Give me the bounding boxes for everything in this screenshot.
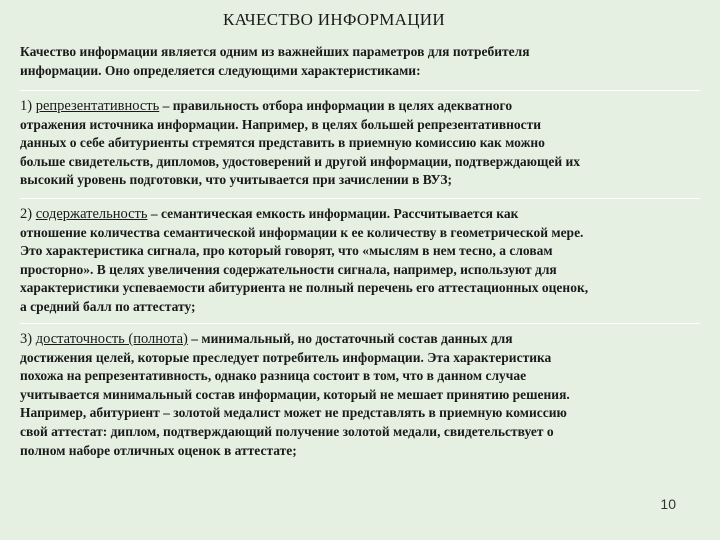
item-term: достаточность (полнота) — [35, 331, 188, 347]
item-term: репрезентативность — [35, 98, 160, 114]
characteristic-item-content — [20, 198, 700, 317]
page-number: 10 — [660, 496, 676, 512]
item-text: – минимальный, но достаточный состав данных для достижения целей, которые преследует потребитель информации. Эта характеристика похожа на репрезентативность, однако разница состоит в том, что в данном случае учитывается минимальный состав информации, который не мешает принятию решения. Например, абитуриент – золотой медалист может не представлять в приемную комиссию свой аттестат: диплом, подтверждающий получение золотой медали, свидетельствует о полном наборе отличных оценок в аттестате; — [20, 331, 570, 458]
intro-paragraph: Качество информации является одним из важнейших параметров для потребителя информации. Оно определяется следующими характеристиками: — [20, 44, 530, 78]
characteristic-item-sufficiency — [20, 323, 700, 460]
item-text: – правильность отбора информации в целях адекватного отражения источника информации. Например, в целях большей репрезентативности данных о себе абитуриенты стремятся представить в приемную комиссию как можно больше свидетельств, дипломов, удостоверений и другой информации, подтверждающей их высокий уровень подготовки, что учитывается при зачислении в ВУЗ; — [20, 98, 581, 188]
item-number: 1) — [20, 98, 36, 114]
item-term: содержательность — [35, 206, 148, 222]
slide-title: КАЧЕСТВО ИНФОРМАЦИИ — [223, 10, 445, 29]
characteristic-item-representativeness — [20, 90, 700, 190]
item-text: – семантическая емкость информации. Рассчитывается как отношение количества семантической информации к ее количеству в геометрической мере. Это характеристика сигнала, про который говорят, что «мыслям в нем тесно, а словам просторно». В целях увеличения содержательности сигнала, например, используют для характеристики успеваемости абитуриента не полный перечень его аттестационных оценок, а средний балл по аттестату; — [20, 206, 589, 314]
item-number: 2) — [20, 206, 36, 222]
item-number: 3) — [20, 331, 36, 347]
